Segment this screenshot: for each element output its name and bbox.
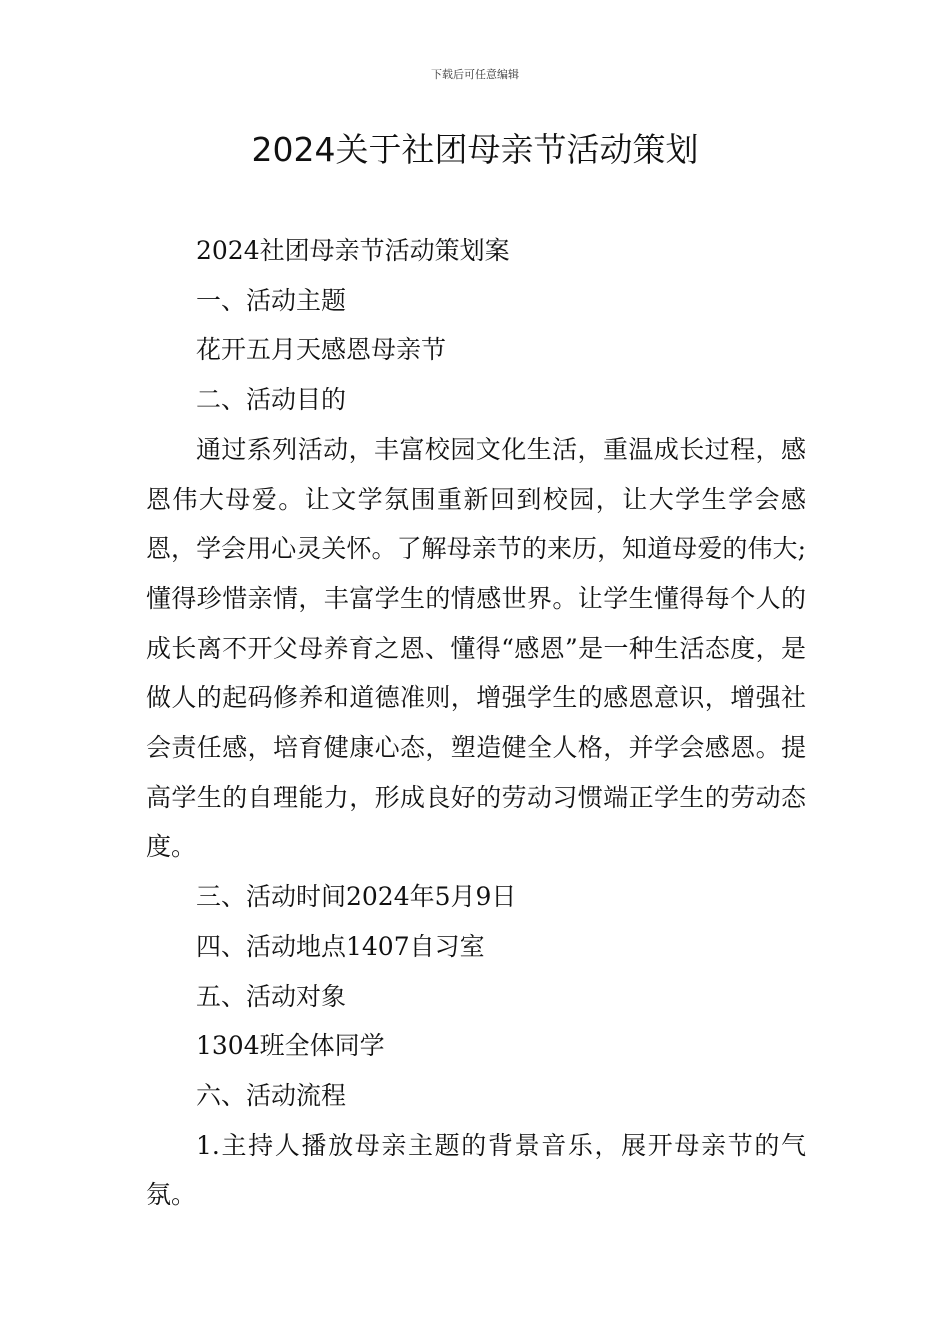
heading-purpose: 二、活动目的: [196, 385, 347, 415]
paragraph-audience: 1304班全体同学: [196, 1031, 385, 1061]
document-title: 2024关于社团母亲节活动策划: [251, 130, 699, 169]
paragraph-plan-name: 2024社团母亲节活动策划案: [196, 236, 510, 265]
heading-process: 六、活动流程: [196, 1080, 347, 1110]
heading-audience: 五、活动对象: [196, 981, 347, 1011]
paragraph-time: 三、活动时间2024年5月9日: [196, 882, 517, 912]
heading-theme: 一、活动主题: [196, 285, 347, 315]
paragraph-process-step-1: 1.主持人播放母亲主题的背景音乐，展开母亲节的气氛。: [146, 1130, 806, 1210]
paragraph-theme: 花开五月天感恩母亲节: [196, 335, 447, 365]
header-note: 下载后可任意编辑: [431, 68, 519, 81]
document-body: [146, 226, 806, 1220]
paragraph-purpose: 通过系列活动，丰富校园文化生活，重温成长过程，感恩伟大母爱。让文学氛围重新回到校园，让大学生学会感恩，学会用心灵关怀。了解母亲节的来历，知道母爱的伟大;懂得珍惜亲情，丰富学生的情感世界。让学生懂得每个人的成长离不开父母养育之恩、懂得“感恩”是一种生活态度，是做人的起码修养和道德准则，增强学生的感恩意识，增强社会责任感，培育健康心态，塑造健全人格，并学会感恩。提高学生的自理能力，形成良好的劳动习惯端正学生的劳动态度。: [146, 434, 806, 862]
paragraph-location: 四、活动地点1407自习室: [196, 931, 485, 961]
